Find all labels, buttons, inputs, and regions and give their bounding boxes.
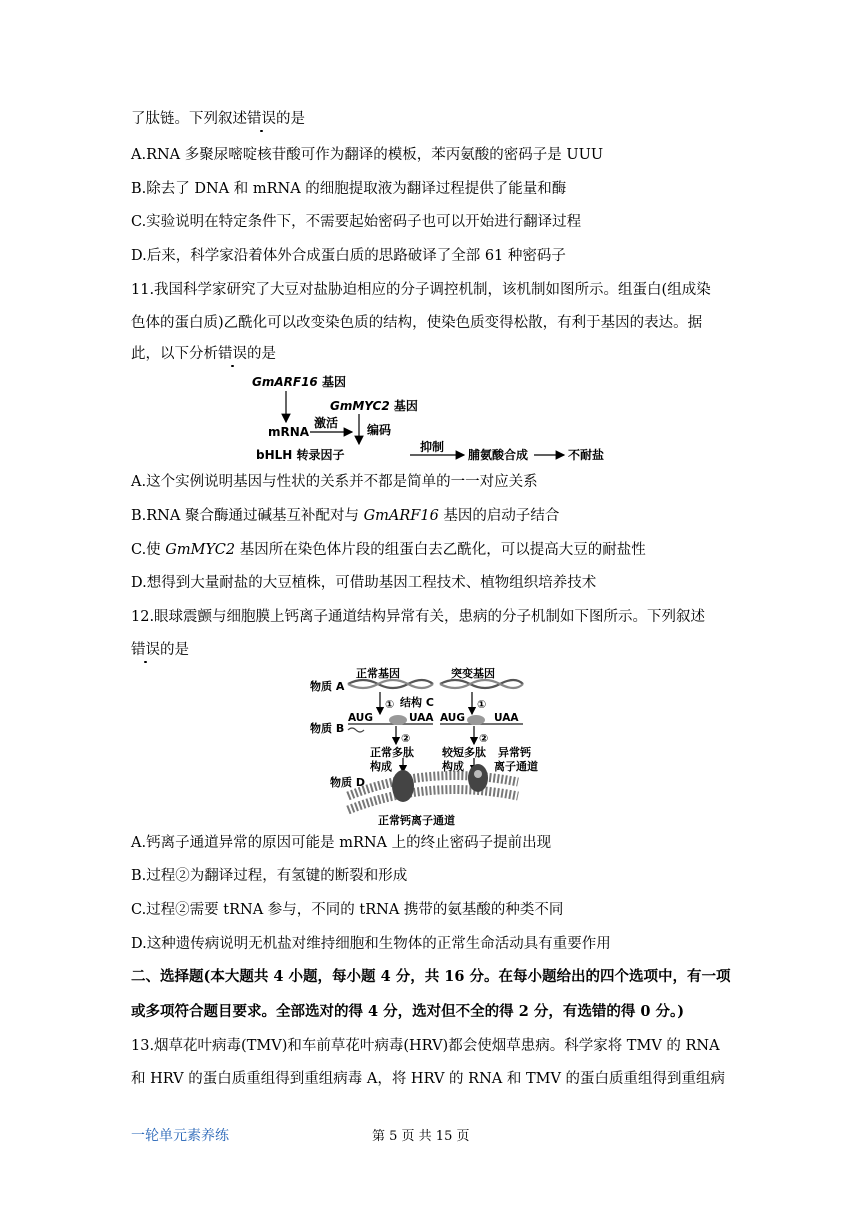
emphasis-dotted: 错误 [247, 111, 276, 127]
salt-intolerant-label: 不耐盐 [568, 448, 605, 462]
q11-option-c: C.使 GmMYC2 基因所在染色体片段的组蛋白去乙酰化，可以提高大豆的耐盐性 [131, 542, 646, 558]
q12-option-b: B.过程②为翻译过程，有氢键的断裂和形成 [131, 868, 408, 884]
structure-c-label: 结构 C [400, 696, 434, 709]
membrane-inner [348, 790, 518, 810]
abnormal-channel-label-2: 离子通道 [494, 760, 538, 773]
step1-right-label: ① [477, 698, 487, 711]
activate-label: 激活 [314, 416, 339, 430]
q11-stem-line2: 色体的蛋白质)乙酰化可以改变染色质的结构，使染色质变得松散，有利于基因的表达。据 [131, 315, 703, 331]
proline-synthesis-label: 脯氨酸合成 [468, 448, 529, 462]
mrna-label: mRNA [268, 425, 310, 439]
form-left-label: 构成 [370, 760, 392, 773]
footer-series-title: 一轮单元素养练 [131, 1128, 229, 1144]
section2-heading-line2: 或多项符合题目要求。全部选对的得 4 分，选对但不全的得 2 分，有选错的得 0 分。) [131, 1003, 685, 1020]
footer-page-number: 第 5 页 共 15 页 [372, 1129, 470, 1144]
ribosome-right [467, 715, 485, 725]
aug-right-label: AUG [440, 712, 465, 724]
step2-right-label: ② [479, 732, 489, 745]
normal-channel-label: 正常钙离子通道 [378, 814, 455, 827]
membrane-outer [348, 776, 518, 796]
normal-peptide-label: 正常多肽 [370, 746, 414, 759]
q10-option-c: C.实验说明在特定条件下，不需要起始密码子也可以开始进行翻译过程 [131, 214, 582, 230]
normal-channel-shape [392, 770, 414, 802]
bhlh-factor-label: bHLH 转录因子 [256, 448, 345, 462]
q10-stem-tail: 了肽链。下列叙述错误的是 [131, 111, 305, 127]
aug-left-label: AUG [348, 712, 373, 724]
q13-stem-line2: 和 HRV 的蛋白质重组得到重组病毒 A，将 HRV 的 RNA 和 TMV 的蛋白质重组得到重组病 [131, 1071, 726, 1087]
step1-left-label: ① [385, 698, 395, 711]
mutant-gene-label: 突变基因 [451, 667, 495, 680]
q12-option-c: C.过程②需要 tRNA 参与，不同的 tRNA 携带的氨基酸的种类不同 [131, 902, 564, 918]
substance-d-label: 物质 D [330, 776, 365, 789]
abnormal-channel-gap [474, 770, 482, 778]
substance-b-label: 物质 B [310, 722, 345, 735]
q12-option-a: A.钙离子通道异常的原因可能是 mRNA 上的终止密码子提前出现 [131, 835, 552, 851]
q11-stem-line1: 11.我国科学家研究了大豆对盐胁迫相应的分子调控机制，该机制如图所示。组蛋白(组成染 [131, 282, 711, 298]
step2-left-label: ② [401, 732, 411, 745]
uaa-left-label: UAA [409, 712, 434, 724]
q11-option-a: A.这个实例说明基因与性状的关系并不都是简单的一一对应关系 [131, 474, 538, 490]
section2-heading-line1: 二、选择题(本大题共 4 小题，每小题 4 分，共 16 分。在每小题给出的四个选项中，有一项 [131, 968, 731, 985]
q10-option-b: B.除去了 DNA 和 mRNA 的细胞提取液为翻译过程提供了能量和酶 [131, 181, 567, 197]
q12-stem-line2: 错误的是 [131, 642, 189, 658]
abnormal-channel-label-1: 异常钙 [498, 746, 531, 759]
q10-option-a: A.RNA 多聚尿嘧啶核苷酸可作为翻译的模板，苯丙氨酸的密码子是 UUU [131, 147, 604, 163]
q13-stem-line1: 13.烟草花叶病毒(TMV)和车前草花叶病毒(HRV)都会使烟草患病。科学家将 TMV 的 RNA [131, 1038, 720, 1054]
gene-gmarf16-label: GmARF16 基因 [252, 375, 346, 389]
ribosome-left [389, 715, 407, 725]
uaa-right-label: UAA [494, 712, 519, 724]
q11-stem-line3: 此，以下分析错误的是 [131, 346, 276, 362]
trna-squiggle [348, 728, 364, 732]
short-peptide-label: 较短多肽 [442, 746, 486, 759]
inhibit-label: 抑制 [420, 440, 445, 454]
q11-option-b: B.RNA 聚合酶通过碱基互补配对与 GmARF16 基因的启动子结合 [131, 508, 560, 524]
q12-option-d: D.这种遗传病说明无机盐对维持细胞和生物体的正常生命活动具有重要作用 [131, 936, 611, 952]
gene-gmmyc2-label: GmMYC2 基因 [330, 399, 418, 413]
encode-label: 编码 [367, 423, 392, 437]
q12-stem-line1: 12.眼球震颤与细胞膜上钙离子通道结构异常有关，患病的分子机制如下图所示。下列叙述 [131, 609, 706, 625]
substance-a-label: 物质 A [310, 680, 345, 693]
emphasis-dotted: 错误 [131, 642, 160, 658]
emphasis-dotted: 错误 [218, 346, 247, 362]
q11-option-d: D.想得到大量耐盐的大豆植株，可借助基因工程技术、植物组织培养技术 [131, 575, 597, 591]
q10-option-d: D.后来，科学家沿着体外合成蛋白质的思路破译了全部 61 种密码子 [131, 248, 566, 264]
form-right-label: 构成 [442, 760, 464, 773]
normal-gene-label: 正常基因 [356, 667, 400, 680]
q11-regulation-diagram [250, 370, 620, 468]
q12-mechanism-diagram [308, 664, 538, 828]
